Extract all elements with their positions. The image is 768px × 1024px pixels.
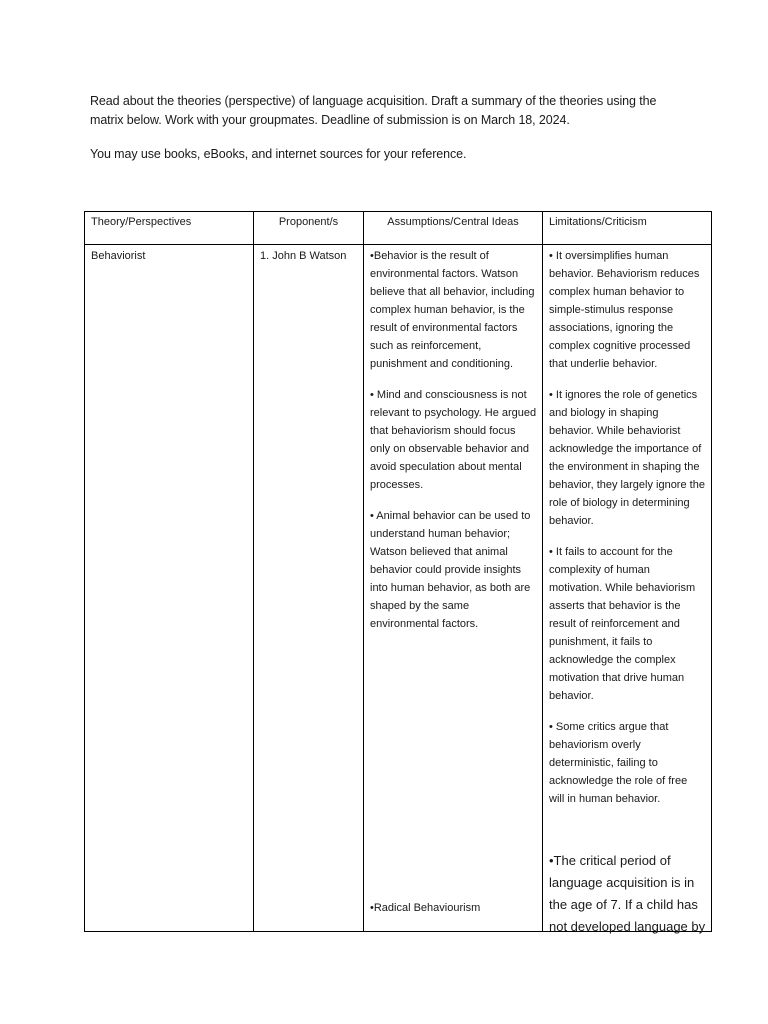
assumption-item: • Animal behavior can be used to understand human behavior; Watson believed that animal behavior could provide insights into human behavior, as both are shaped by the same environmental factors. [370, 510, 531, 630]
table-row [85, 245, 712, 932]
instructions-paragraph: Read about the theories (perspective) of language acquisition. Draft a summary of the theories using the matrix below. Work with your groupmates. Deadline of submission is on March 18, 2024. [90, 94, 657, 127]
proponent-name: 1. John B Watson [260, 250, 347, 262]
assumptions-cell [364, 245, 543, 932]
assumption-item: •Behavior is the result of environmental factors. Watson believe that all behavior, including complex human behavior, is the result of environmental factors such as reinforcement, punishment and conditioning. [370, 250, 535, 370]
theory-cell [85, 245, 254, 932]
references-paragraph: You may use books, eBooks, and internet sources for your reference. [90, 147, 467, 161]
theory-matrix-table [84, 211, 712, 932]
critical-period-note: •The critical period of language acquisition is in the age of 7. If a child has not developed language by [549, 853, 706, 934]
limitation-item: • Some critics argue that behaviorism overly deterministic, failing to acknowledge the role of free will in human behavior. [549, 721, 688, 805]
header-limitations: Limitations/Criticism [543, 212, 712, 245]
header-assumptions: Assumptions/Central Ideas [364, 212, 543, 245]
table-header-row [85, 212, 712, 245]
radical-behaviourism-note: •Radical Behaviourism [370, 902, 481, 914]
proponent-cell [254, 245, 364, 932]
limitation-item: • It fails to account for the complexity of human motivation. While behaviorism asserts that behavior is the result of reinforcement and punishment, it fails to acknowledge the complex motivation that drive human behavior. [549, 546, 696, 702]
limitation-item: • It ignores the role of genetics and biology in shaping behavior. While behaviorist acknowledge the importance of the environment in shaping the behavior, they largely ignore the role of biology in determining behavior. [549, 389, 705, 527]
header-proponent: Proponent/s [254, 212, 364, 245]
theory-name: Behaviorist [91, 250, 146, 262]
header-theory: Theory/Perspectives [85, 212, 254, 245]
assumption-item: • Mind and consciousness is not relevant to psychology. He argued that behaviorism should focus only on observable behavior and avoid speculation about mental processes. [370, 389, 537, 491]
limitation-item: • It oversimplifies human behavior. Behaviorism reduces complex human behavior to simple-stimulus response associations, ignoring the complex cognitive processed that underlie behavior. [549, 250, 700, 370]
limitations-cell [543, 245, 712, 932]
